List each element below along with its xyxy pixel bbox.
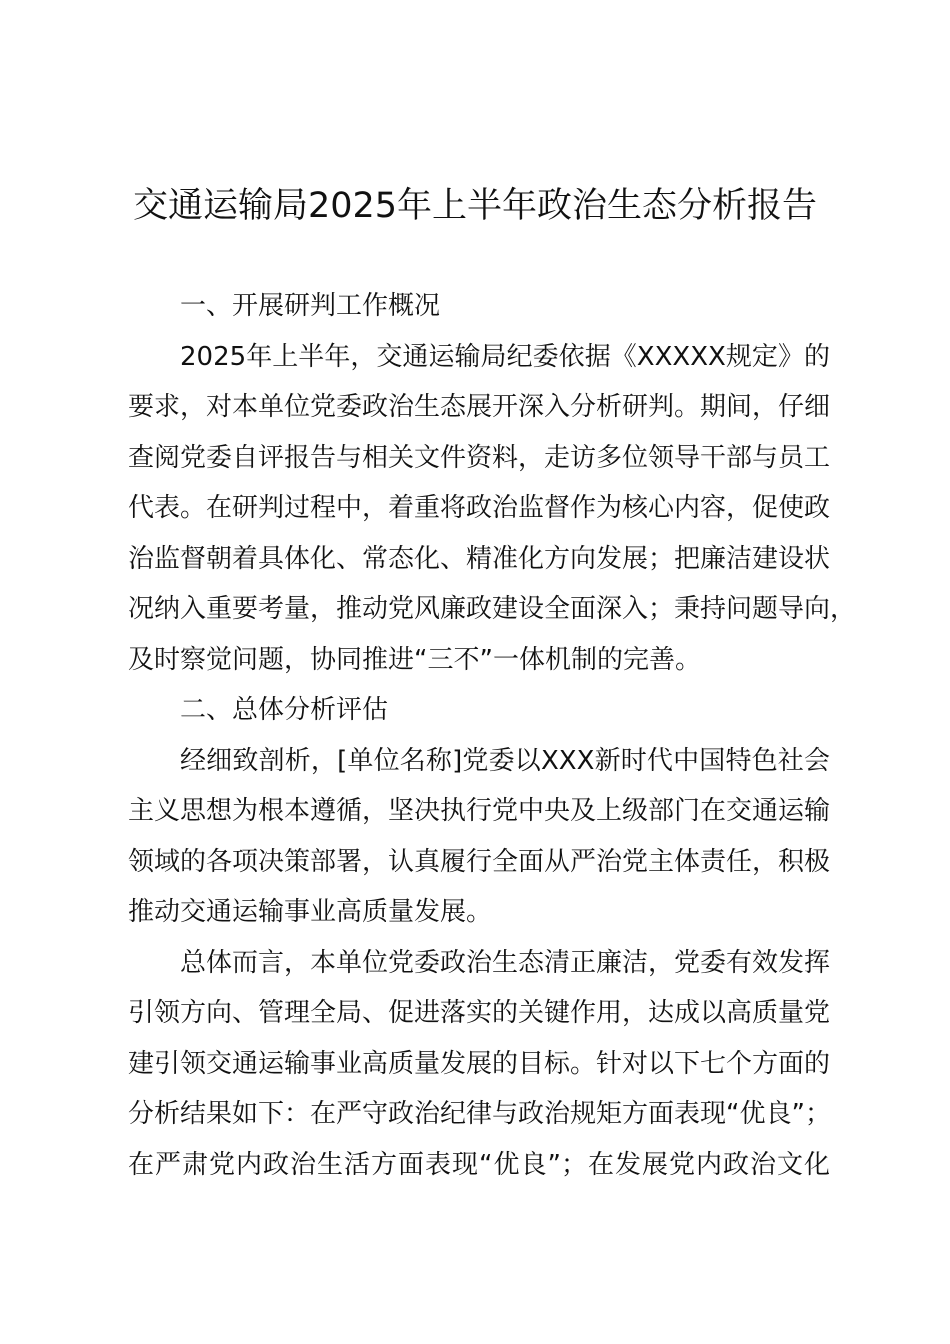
paragraph-line: 经细致剖析，[单位名称]党委以XXX新时代中国特色社会	[180, 745, 830, 776]
document-title: 交通运输局2025年上半年政治生态分析报告	[132, 186, 818, 226]
paragraph-line: 推动交通运输事业高质量发展。	[128, 897, 493, 927]
paragraph-line: 在严肃党内政治生活方面表现“优良”；在发展党内政治文化	[128, 1149, 830, 1180]
paragraph-line: 主义思想为根本遵循，坚决执行党中央及上级部门在交通运输	[128, 796, 831, 826]
paragraph-line: 要求，对本单位党委政治生态展开深入分析研判。期间，仔细	[128, 392, 831, 422]
paragraph-line: 况纳入重要考量，推动党风廉政建设全面深入；秉持问题导向，	[128, 594, 857, 624]
paragraph-line: 引领方向、管理全局、促进落实的关键作用，达成以高质量党	[128, 998, 831, 1028]
paragraph-line: 总体而言，本单位党委政治生态清正廉洁，党委有效发挥	[180, 947, 831, 978]
paragraph-line: 2025年上半年，交通运输局纪委依据《XXXXX规定》的	[180, 341, 830, 372]
section-heading-assessment: 二、总体分析评估	[180, 695, 389, 725]
paragraph-line: 查阅党委自评报告与相关文件资料，走访多位领导干部与员工	[128, 442, 831, 473]
document-body	[128, 281, 857, 1190]
paragraph-line: 及时察觉问题，协同推进“三不”一体机制的完善。	[128, 644, 701, 675]
paragraph-line: 领域的各项决策部署，认真履行全面从严治党主体责任，积极	[128, 846, 831, 877]
section-heading-overview: 一、开展研判工作概况	[180, 291, 441, 321]
paragraph-line: 分析结果如下：在严守政治纪律与政治规矩方面表现“优良”；	[128, 1099, 831, 1129]
paragraph-line: 治监督朝着具体化、常态化、精准化方向发展；把廉洁建设状	[128, 543, 831, 574]
paragraph-line: 代表。在研判过程中，着重将政治监督作为核心内容，促使政	[128, 493, 831, 523]
paragraph-line: 建引领交通运输事业高质量发展的目标。针对以下七个方面的	[128, 1048, 831, 1079]
